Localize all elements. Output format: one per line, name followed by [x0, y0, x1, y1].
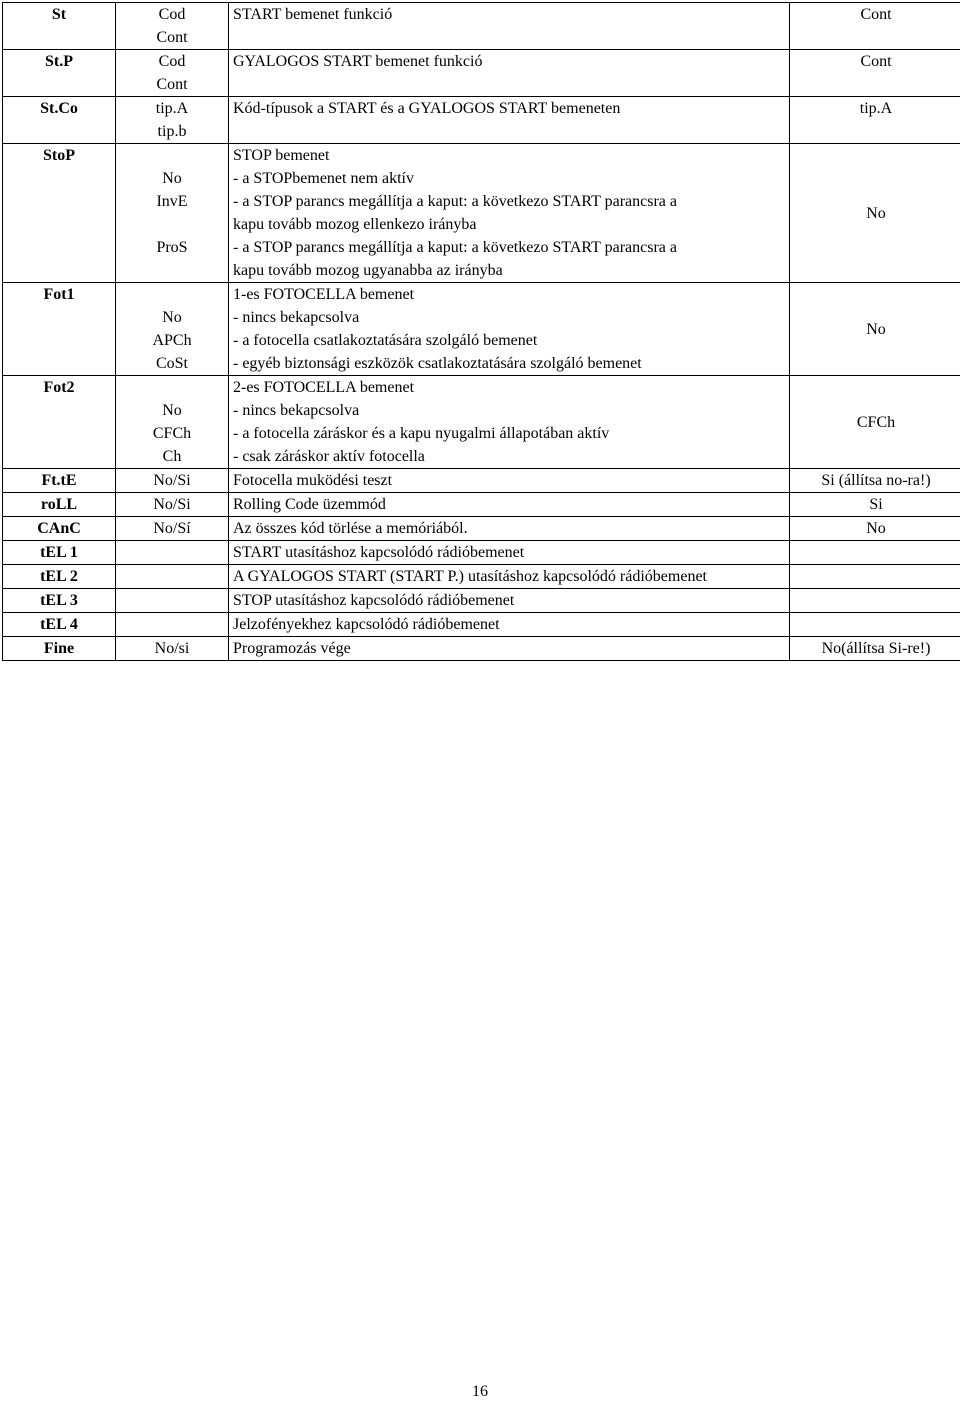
param-options: No/Sí: [116, 517, 229, 541]
table-row: [3, 517, 960, 541]
parameter-table: [2, 2, 960, 661]
param-description: GYALOGOS START bemenet funkció: [229, 50, 790, 97]
param-description: STOP bemenet - a STOPbemenet nem aktív - a STOP parancs megállítja a kaput: a következo START parancsra a kapu tovább mozog ellenkezo irányba - a STOP parancs megállítja a kaput: a következo START parancsra a kapu tovább mozog ugyanabba az irányba: [229, 144, 790, 283]
table-row: [3, 144, 960, 283]
param-default: No: [790, 144, 960, 283]
param-code: tEL 3: [3, 589, 116, 613]
param-default: Si (állítsa no-ra!): [790, 469, 960, 493]
param-default: No: [790, 517, 960, 541]
param-code: Fot2: [3, 376, 116, 469]
param-description: Programozás vége: [229, 637, 790, 661]
param-options: No/Si: [116, 469, 229, 493]
param-default: No: [790, 283, 960, 376]
param-options: No CFCh Ch: [116, 376, 229, 469]
param-options: Cod Cont: [116, 50, 229, 97]
param-code: tEL 1: [3, 541, 116, 565]
table-row: [3, 283, 960, 376]
param-description: Az összes kód törlése a memóriából.: [229, 517, 790, 541]
param-description: Jelzofényekhez kapcsolódó rádióbemenet: [229, 613, 790, 637]
param-code: CAnC: [3, 517, 116, 541]
param-options: [116, 613, 229, 637]
table-row: [3, 637, 960, 661]
param-description: Rolling Code üzemmód: [229, 493, 790, 517]
param-description: 1-es FOTOCELLA bemenet - nincs bekapcsolva - a fotocella csatlakoztatására szolgáló bemenet - egyéb biztonsági eszközök csatlakoztatására szolgáló bemenet: [229, 283, 790, 376]
table-row: [3, 565, 960, 589]
param-options: No/si: [116, 637, 229, 661]
param-options: [116, 565, 229, 589]
table-row: [3, 50, 960, 97]
table-row: [3, 541, 960, 565]
param-code: tEL 4: [3, 613, 116, 637]
param-default: [790, 565, 960, 589]
param-default: CFCh: [790, 376, 960, 469]
table-row: [3, 3, 960, 50]
param-code: Ft.tE: [3, 469, 116, 493]
param-description: Fotocella muködési teszt: [229, 469, 790, 493]
param-default: Cont: [790, 50, 960, 97]
param-code: roLL: [3, 493, 116, 517]
table-row: [3, 613, 960, 637]
table-row: [3, 376, 960, 469]
param-code: St.P: [3, 50, 116, 97]
param-code: St.Co: [3, 97, 116, 144]
param-options: [116, 541, 229, 565]
param-description: 2-es FOTOCELLA bemenet - nincs bekapcsolva - a fotocella záráskor és a kapu nyugalmi állapotában aktív - csak záráskor aktív fotocella: [229, 376, 790, 469]
param-description: START utasításhoz kapcsolódó rádióbemenet: [229, 541, 790, 565]
table-row: [3, 97, 960, 144]
param-options: Cod Cont: [116, 3, 229, 50]
param-code: St: [3, 3, 116, 50]
param-options: No APCh CoSt: [116, 283, 229, 376]
param-code: Fot1: [3, 283, 116, 376]
param-default: Si: [790, 493, 960, 517]
param-default: [790, 541, 960, 565]
param-code: Fine: [3, 637, 116, 661]
param-default: No(állítsa Si-re!): [790, 637, 960, 661]
param-default: tip.A: [790, 97, 960, 144]
param-options: No InvE ProS: [116, 144, 229, 283]
param-description: Kód-típusok a START és a GYALOGOS START bemeneten: [229, 97, 790, 144]
param-default: [790, 589, 960, 613]
param-description: STOP utasításhoz kapcsolódó rádióbemenet: [229, 589, 790, 613]
table-row: [3, 493, 960, 517]
param-description: START bemenet funkció: [229, 3, 790, 50]
table-row: [3, 469, 960, 493]
param-code: tEL 2: [3, 565, 116, 589]
param-options: [116, 589, 229, 613]
table-row: [3, 589, 960, 613]
param-description: A GYALOGOS START (START P.) utasításhoz kapcsolódó rádióbemenet: [229, 565, 790, 589]
param-options: No/Si: [116, 493, 229, 517]
page-number: 16: [472, 1383, 488, 1400]
param-code: StoP: [3, 144, 116, 283]
param-default: [790, 613, 960, 637]
param-options: tip.A tip.b: [116, 97, 229, 144]
param-default: Cont: [790, 3, 960, 50]
